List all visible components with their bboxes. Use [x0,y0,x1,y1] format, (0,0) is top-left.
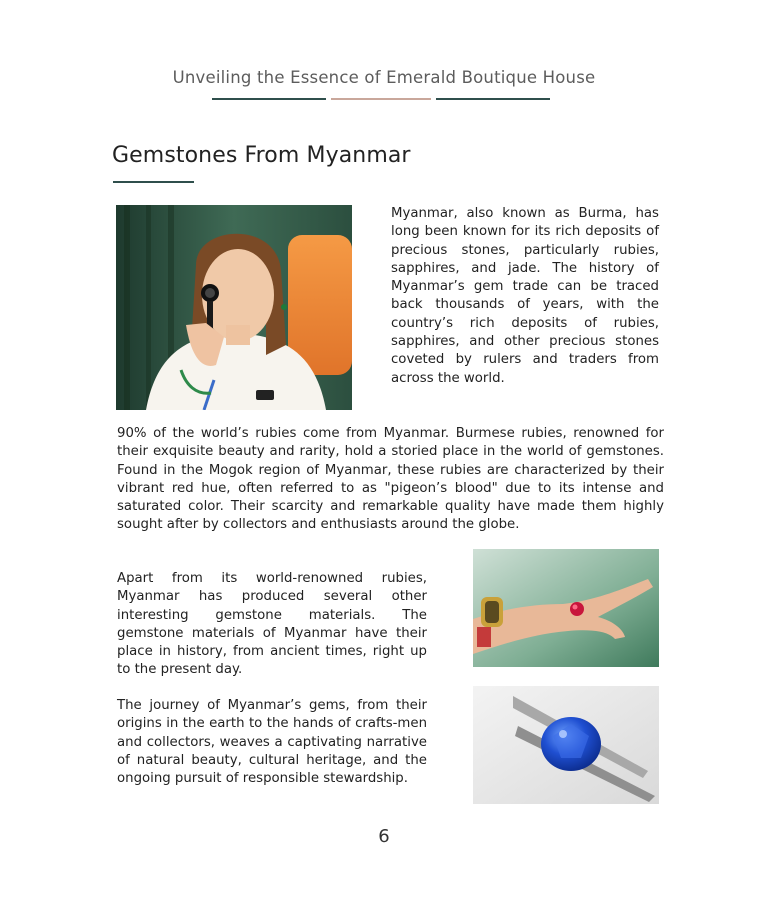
ruby-ring-photo [473,549,659,667]
header-rule-right [436,98,550,100]
section-title: Gemstones From Myanmar [112,143,411,168]
header-rule-center [331,98,431,100]
other-gemstones-paragraph: Apart from its world-renowned rubies, Myanmar has produced several other interesting gemstone materials. The gemstone materials of Myanmar have their place in history, from ancient times, right up to the present day. [117,571,427,678]
header-rule-left [212,98,326,100]
journey-paragraph: The journey of Myanmar’s gems, from their origins in the earth to the hands of crafts-men and collectors, weaves a captivating narrative of natural beauty, cultural heritage, and the ongoing pursuit of responsible stewardship. [117,698,427,787]
section-title-underline [113,181,194,183]
page-number: 6 [378,826,390,847]
intro-paragraph: Myanmar, also known as Burma, has long been known for its rich deposits of precious stones, particularly rubies, sapphires, and jade. The history of Myanmar’s gem trade can be traced back thousands of years, with the country’s rich deposits of rubies, sapphires, and other precious stones coveted by rulers and traders from across the world. [391,206,659,386]
rubies-paragraph: 90% of the world’s rubies come from Myanmar. Burmese rubies, renowned for their exquisite beauty and rarity, hold a storied place in the world of gemstones. Found in the Mogok region of Myanmar, these rubies are characterized by their vibrant red hue, often referred to as "pigeon’s blood" due to its intense and saturated color. Their scarcity and remarkable quality have made them highly sought after by collectors and enthusiasts around the globe. [117,426,664,533]
sapphire-photo [473,686,659,804]
header-title: Unveiling the Essence of Emerald Boutique House [172,68,596,87]
gemologist-photo [116,205,352,410]
